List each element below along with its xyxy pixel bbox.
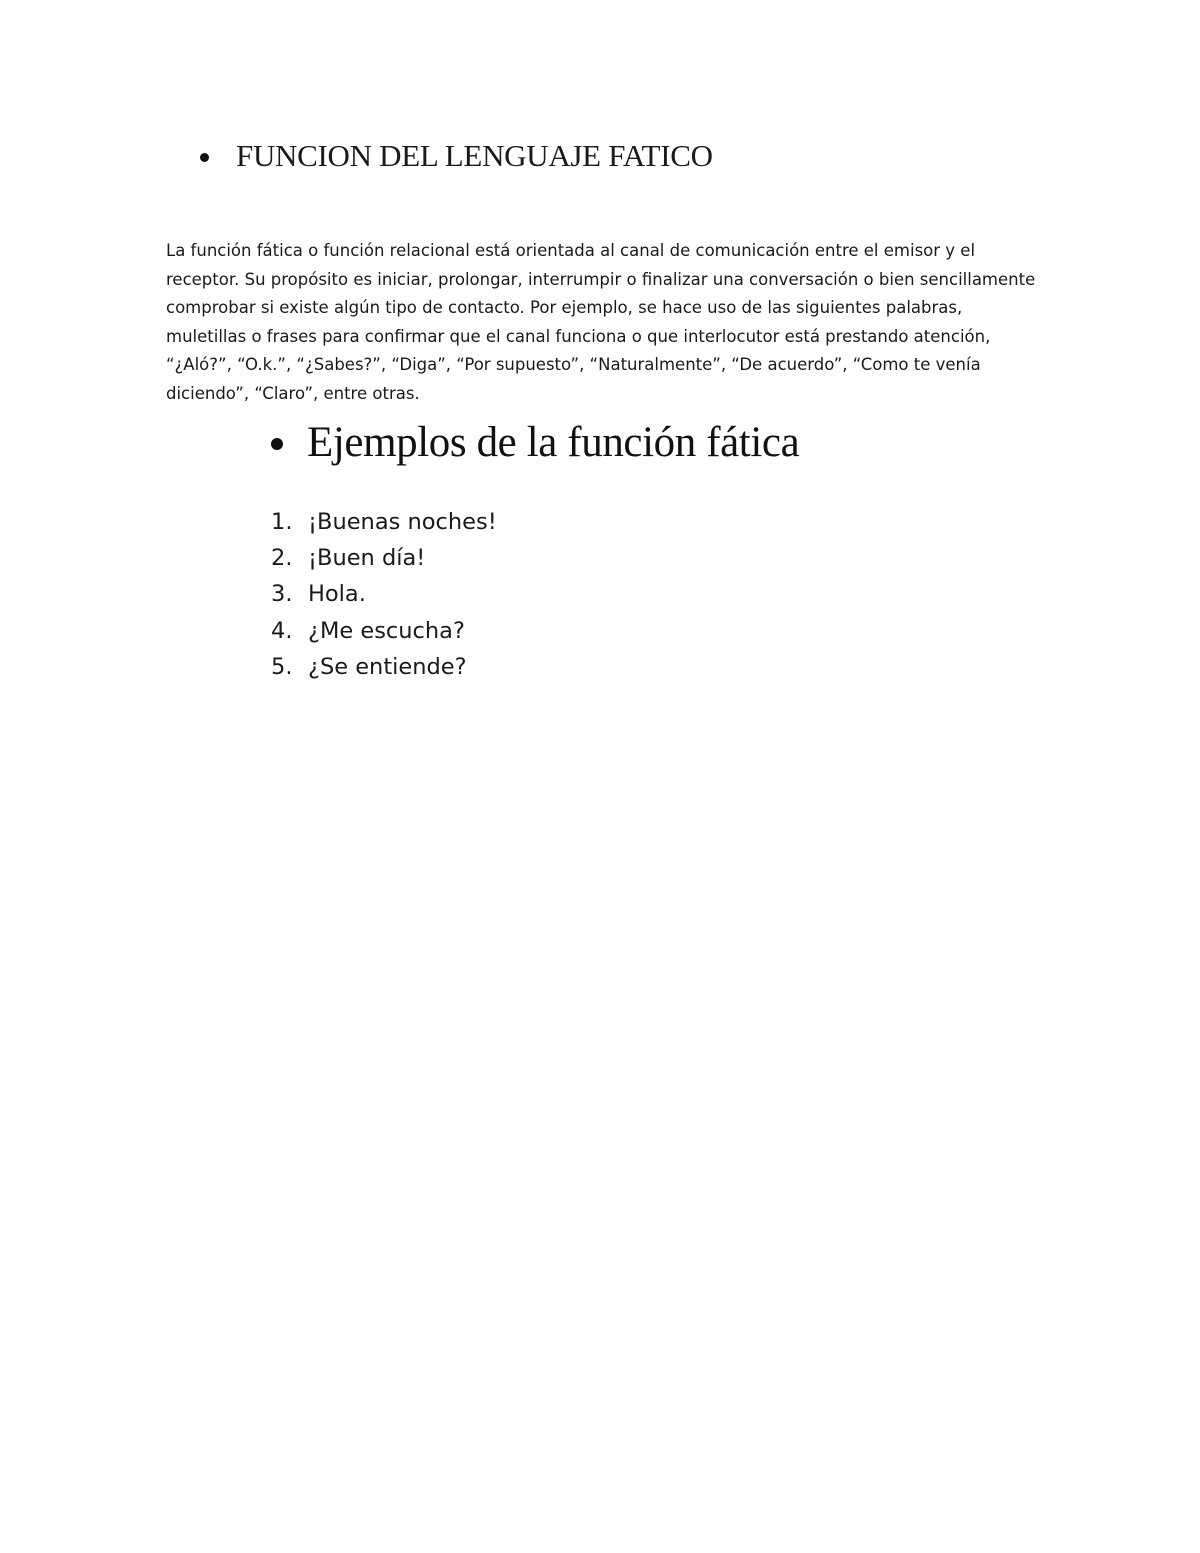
list-item-text: ¡Buenas noches! <box>308 509 497 535</box>
section-heading-ejemplos <box>271 418 799 467</box>
list-number: 2. <box>271 545 293 572</box>
examples-list <box>271 504 497 685</box>
section-heading-text: Ejemplos de la función fática <box>307 419 800 466</box>
list-item-text: Hola. <box>308 581 366 608</box>
list-item <box>271 613 497 649</box>
bullet-icon <box>271 438 283 450</box>
list-item-text: ¿Se entiende? <box>308 653 467 680</box>
list-item <box>271 649 497 685</box>
list-number: 4. <box>271 617 293 644</box>
bullet-icon <box>200 153 209 162</box>
section-heading-funcion-fatico <box>200 138 713 174</box>
list-item <box>271 576 497 612</box>
list-number: 5. <box>271 653 293 680</box>
list-item-text: ¡Buen día! <box>308 545 426 572</box>
list-number: 1. <box>271 509 293 535</box>
body-paragraph: La función fática o función relacional está orientada al canal de comunicación entre el emisor y el receptor. Su propósito es iniciar, prolongar, interrumpir o finalizar una conversación o bien sencillamente comprobar si existe algún tipo de contacto. Por ejemplo, se hace uso de las siguientes palabras, muletillas o frases para confirmar que el canal funciona o que interlocutor está prestando atención, “¿Aló?”, “O.k.”, “¿Sabes?”, “Diga”, “Por supuesto”, “Naturalmente”, “De acuerdo”, “Como te venía diciendo”, “Claro”, entre otras. <box>166 241 1036 403</box>
list-item <box>271 504 497 540</box>
list-item-text: ¿Me escucha? <box>308 617 465 644</box>
list-number: 3. <box>271 581 293 608</box>
list-item <box>271 540 497 576</box>
section-heading-text: FUNCION DEL LENGUAJE FATICO <box>236 138 713 173</box>
